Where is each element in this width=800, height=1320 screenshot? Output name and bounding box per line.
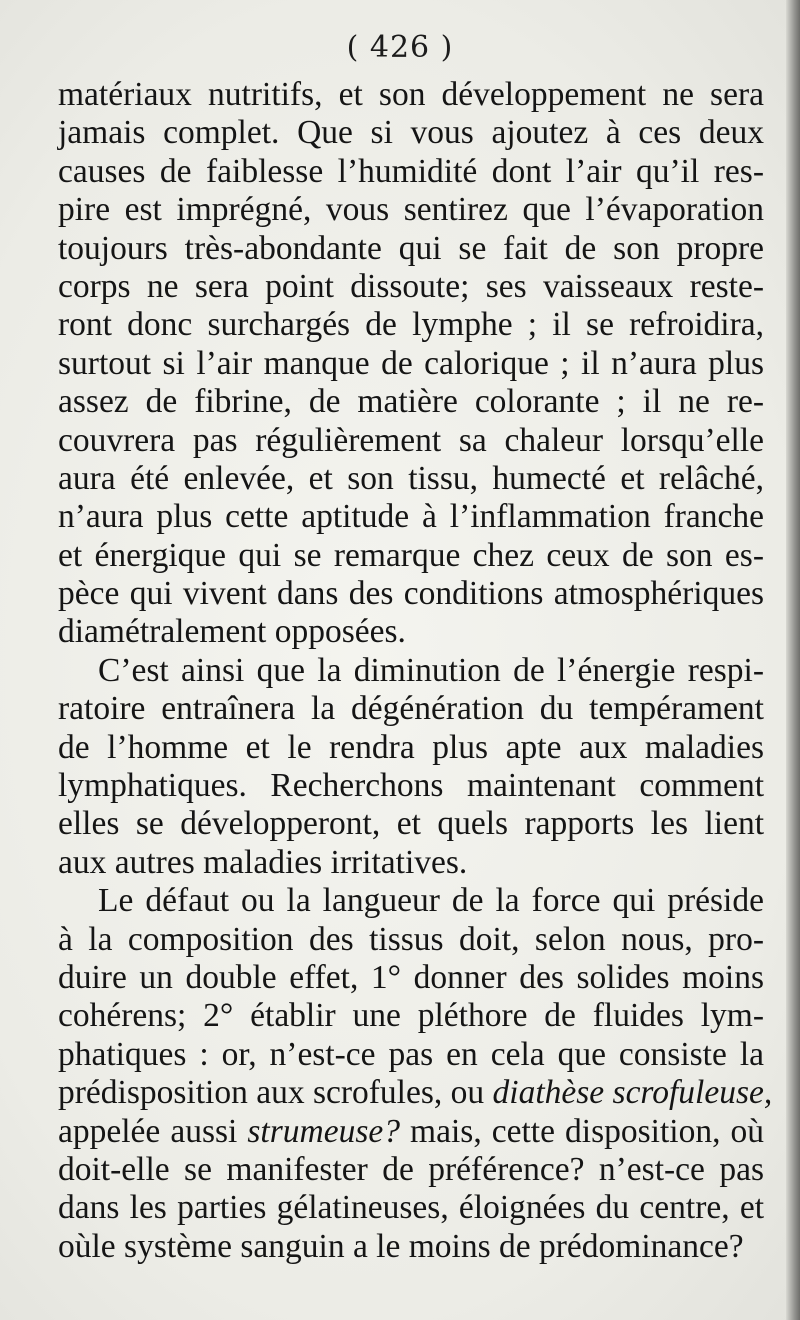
text-line: diamétralement opposées. [58, 613, 406, 651]
text-line: aura été enlevée, et son tissu, humecté et relâché, [58, 459, 764, 497]
text-line: jamais complet. Que si vous ajoutez à ces deux [58, 114, 764, 152]
text-line: toujours très-abondante qui se fait de son propre [58, 229, 764, 267]
text-line: à la composition des tissus doit, selon nous, pro- [58, 920, 764, 958]
text-line: assez de fibrine, de matière colorante ; il ne re- [58, 383, 764, 421]
text-line: corps ne sera point dissoute; ses vaisseaux reste- [58, 267, 764, 305]
text-line [58, 1113, 764, 1151]
text-line [58, 1074, 773, 1112]
text-line: cohérens; 2° établir une pléthore de fluides lym- [58, 997, 764, 1035]
text-line: C’est ainsi que la diminution de l’énergie respi- [98, 651, 764, 689]
page-number: ( 426 ) [346, 30, 454, 65]
text-line: doit-elle se manifester de préférence? n’est-ce pas [58, 1150, 764, 1188]
italic-term: diathèse scrofuleuse, [492, 1074, 773, 1112]
page-edge-shadow [786, 0, 800, 1320]
text-run: prédisposition aux scrofules, ou [58, 1074, 493, 1112]
text-line: pire est imprégné, vous sentirez que l’évaporation [58, 191, 764, 229]
text-line: elles se développeront, et quels rapports les lient [58, 805, 764, 843]
text-line: surtout si l’air manque de calorique ; il n’aura plus [58, 344, 764, 382]
text-line: n’aura plus cette aptitude à l’inflammation franche [58, 498, 764, 536]
text-run: mais, cette disposition, où [400, 1112, 764, 1150]
text-line: duire un double effet, 1° donner des solides moins [58, 958, 764, 996]
text-line: de l’homme et le rendra plus apte aux maladies [58, 728, 764, 766]
text-line: ront donc surchargés de lymphe ; il se refroidira, [58, 306, 764, 344]
text-line: Le défaut ou la langueur de la force qui préside [98, 882, 764, 920]
text-line: matériaux nutritifs, et son développement ne sera [58, 76, 764, 113]
text-line: couvrera pas régulièrement sa chaleur lorsqu’elle [58, 421, 764, 459]
text-line: lymphatiques. Recherchons maintenant comment [58, 767, 764, 805]
page-body [58, 76, 773, 1266]
text-line: oùle système sanguin a le moins de prédominance? [58, 1227, 744, 1265]
text-line: dans les parties gélatineuses, éloignées du centre, et [58, 1189, 764, 1227]
italic-term: strumeuse? [247, 1112, 400, 1150]
text-line: phatiques : or, n’est-ce pas en cela que consiste la [58, 1035, 764, 1073]
text-run: appelée aussi [58, 1112, 248, 1150]
text-line: et énergique qui se remarque chez ceux de son es- [58, 536, 764, 574]
text-line: aux autres maladies irritatives. [58, 843, 468, 881]
text-line: ratoire entraînera la dégénération du tempérament [58, 690, 764, 728]
text-line: pèce qui vivent dans des conditions atmosphériques [58, 575, 764, 613]
text-line: causes de faiblesse l’humidité dont l’air qu’il res- [58, 152, 764, 190]
